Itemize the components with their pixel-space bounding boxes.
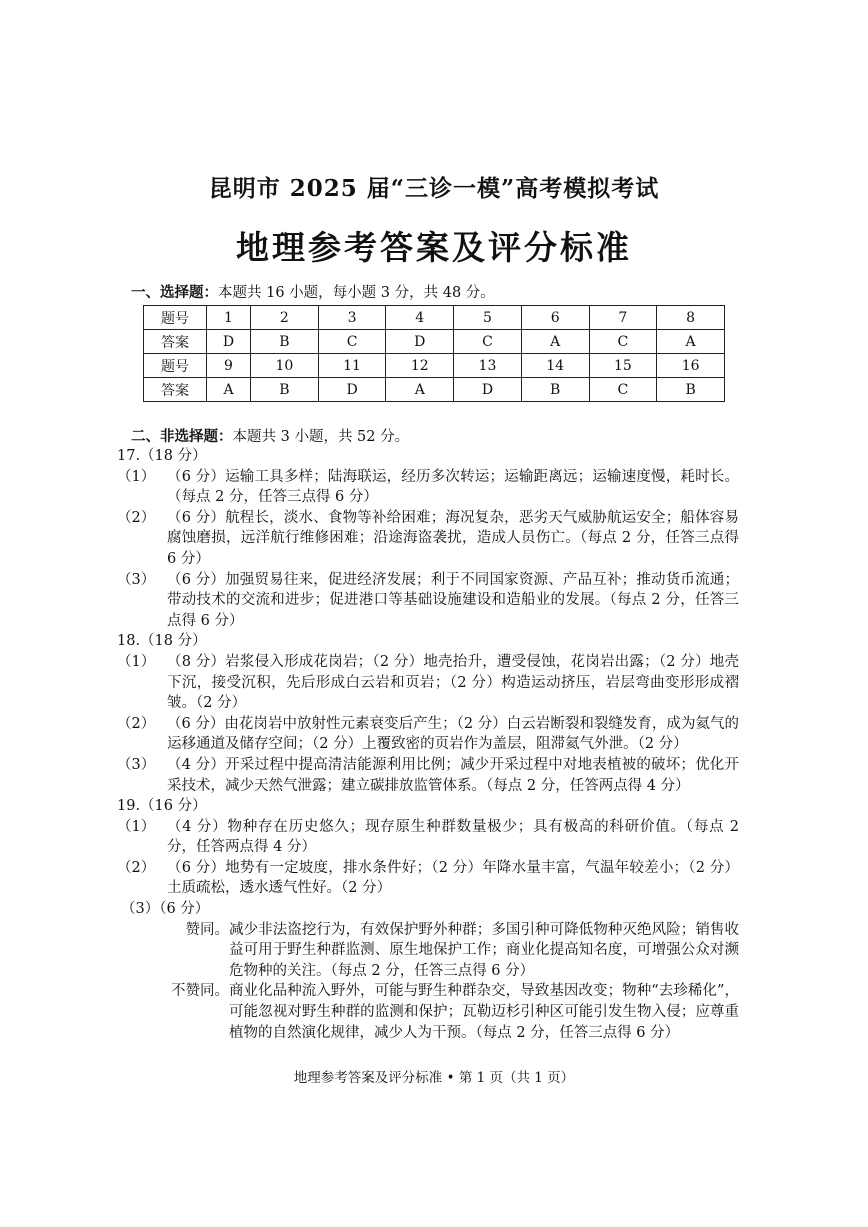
opinion-label: 不赞同。	[171, 983, 229, 1000]
page-footer: 地理参考答案及评分标准 • 第 1 页（共 1 页）	[293, 1070, 575, 1086]
question-17-part-3	[117, 570, 739, 632]
part-text: （4 分）物种存在历史悠久；现存原生种群数量极少；具有极高的科研价值。（每点 2 分，任答两点得 4 分）	[167, 818, 739, 856]
table-cell: 14	[521, 354, 589, 378]
row-label-number: 题号	[144, 306, 207, 330]
table-cell: D	[207, 330, 251, 354]
question-19-part-1	[117, 817, 739, 858]
table-cell: 16	[657, 354, 725, 378]
document-title: 地理参考答案及评分标准	[236, 228, 632, 267]
part-label: （1）	[117, 818, 156, 835]
question-19-header: 19.（16 分）	[117, 798, 207, 815]
table-cell: 11	[318, 354, 386, 378]
table-cell: B	[251, 378, 319, 402]
table-cell: 5	[454, 306, 522, 330]
question-17-part-2	[117, 508, 739, 570]
section1-label: 一、选择题：	[131, 284, 218, 301]
section2-desc: 本题共 3 小题，共 52 分。	[232, 429, 410, 445]
table-cell: A	[386, 378, 454, 402]
part-label: （3）	[117, 756, 156, 773]
table-cell: A	[521, 330, 589, 354]
table-cell: 4	[386, 306, 454, 330]
table-cell: 8	[657, 306, 725, 330]
table-cell: 13	[454, 354, 522, 378]
table-row	[144, 306, 725, 330]
table-cell: 1	[207, 306, 251, 330]
part-text: （8 分）岩浆侵入形成花岗岩；（2 分）地壳抬升，遭受侵蚀，花岗岩出露；（2 分）地壳下沉，接受沉积，先后形成白云岩和页岩；（2 分）构造运动挤压，岩层弯曲变形形成褶皱。（2 分）	[167, 653, 740, 712]
table-row	[144, 354, 725, 378]
part-label: （2）	[117, 715, 156, 732]
part-text: （6 分）由花岗岩中放射性元素衰变后产生；（2 分）白云岩断裂和裂缝发育，成为氦气的运移通道及储存空间；（2 分）上覆致密的页岩作为盖层，阻滞氦气外泄。（2 分）	[167, 715, 739, 753]
part-label: （1）	[117, 468, 156, 485]
row-label-number: 题号	[144, 354, 207, 378]
question-18-part-2	[117, 714, 739, 755]
part-text: （6 分）地势有一定坡度，排水条件好；（2 分）年降水量丰富，气温年较差小；（2 分）土质疏松，透水透气性好。（2 分）	[167, 859, 739, 897]
table-cell: D	[454, 378, 522, 402]
part-text: （6 分）运输工具多样；陆海联运，经历多次转运；运输距离远；运输速度慢，耗时长。（每点 2 分，任答三点得 6 分）	[167, 468, 739, 506]
table-cell: A	[657, 330, 725, 354]
part-label: （2）	[117, 859, 156, 876]
table-cell: D	[318, 378, 386, 402]
row-label-answer: 答案	[144, 330, 207, 354]
question-19-part-3-label: （3）（6 分）	[121, 901, 210, 918]
table-cell: 10	[251, 354, 319, 378]
part-label: （2）	[117, 509, 156, 526]
table-cell: 6	[521, 306, 589, 330]
question-18-header: 18.（18 分）	[117, 633, 207, 650]
opinion-text: 商业化品种流入野外，可能与野生种群杂交，导致基因改变；物种“去珍稀化”，可能忽视对野生种群的监测和保护；瓦勒迈杉引种区可能引发生物入侵；应尊重植物的自然演化规律，减少人为干预。（每点 2 分，任答三点得 6 分）	[229, 983, 739, 1041]
opinion-agree	[117, 920, 739, 982]
table-row	[144, 378, 725, 402]
table-cell: 7	[589, 306, 657, 330]
question-17-header: 17.（18 分）	[117, 448, 207, 464]
table-cell: 15	[589, 354, 657, 378]
section2-heading	[131, 425, 409, 446]
section1-heading	[131, 281, 495, 302]
table-cell: 9	[207, 354, 251, 378]
part-text: （4 分）开采过程中提高清洁能源利用比例；减少开采过程中对地表植被的破坏；优化开采技术，减少天然气泄露；建立碳排放监管体系。（每点 2 分，任答两点得 4 分）	[167, 756, 739, 794]
part-label: （1）	[117, 653, 156, 670]
section2-label: 二、非选择题：	[131, 428, 233, 445]
table-cell: B	[657, 378, 725, 402]
question-18-part-3	[117, 755, 739, 796]
opinion-label: 赞同。	[185, 921, 229, 938]
question-17-part-1	[117, 467, 739, 508]
table-cell: C	[318, 330, 386, 354]
part-text: （6 分）加强贸易往来，促进经济发展；利于不同国家资源、产品互补；推动货币流通；带动技术的交流和进步；促进港口等基础设施建设和造船业的发展。（每点 2 分，任答三点得 6 分）	[167, 571, 739, 629]
table-cell: B	[251, 330, 319, 354]
table-cell: A	[207, 378, 251, 402]
exam-title: 昆明市 2025 届“三诊一模”高考模拟考试	[208, 175, 660, 202]
answers-content	[117, 446, 739, 1043]
section1-desc: 本题共 16 小题，每小题 3 分，共 48 分。	[218, 285, 495, 301]
question-18-part-1	[117, 652, 739, 714]
row-label-answer: 答案	[144, 378, 207, 402]
table-cell: 2	[251, 306, 319, 330]
opinion-disagree	[117, 981, 739, 1043]
table-cell: C	[589, 330, 657, 354]
question-19-part-2	[117, 858, 739, 899]
table-cell: B	[521, 378, 589, 402]
part-label: （3）	[117, 571, 156, 588]
table-cell: D	[386, 330, 454, 354]
table-cell: 12	[386, 354, 454, 378]
table-cell: C	[454, 330, 522, 354]
table-cell: C	[589, 378, 657, 402]
part-text: （6 分）航程长，淡水、食物等补给困难；海况复杂，恶劣天气威胁航运安全；船体容易腐蚀磨损，远洋航行维修困难；沿途海盗袭扰，造成人员伤亡。（每点 2 分，任答三点得 6 分）	[167, 509, 739, 567]
opinion-text: 减少非法盗挖行为，有效保护野外种群；多国引种可降低物种灭绝风险；销售收益可用于野生种群监测、原生地保护工作；商业化提高知名度，可增强公众对濒危物种的关注。（每点 2 分，任答三点得 6 分）	[229, 921, 739, 979]
table-cell: 3	[318, 306, 386, 330]
answer-table	[143, 305, 725, 402]
table-row	[144, 330, 725, 354]
